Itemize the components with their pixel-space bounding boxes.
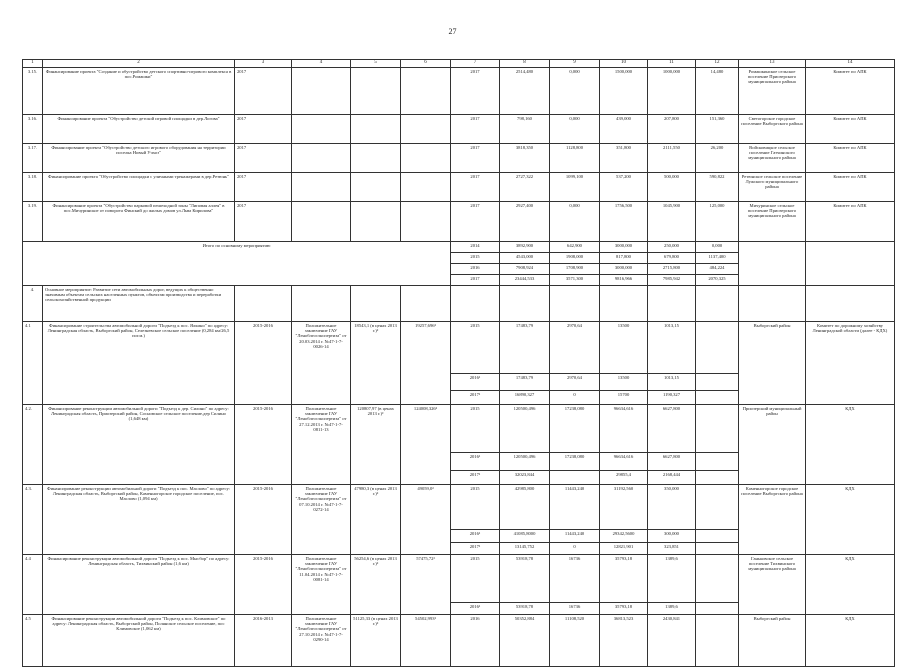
year: 2016 (451, 615, 500, 667)
empty-cell (451, 286, 500, 322)
federal-value: 11443,240 (550, 530, 600, 543)
executor: Каменногорское городское поселение Выборгского района (739, 485, 806, 555)
total-value: 2514,480 (500, 68, 550, 115)
project-row (23, 173, 895, 202)
local-value: 7985,942 (648, 275, 696, 286)
extra-value: 590,822 (696, 173, 739, 202)
regional-value: 31192,560 (600, 485, 648, 530)
empty-cell (235, 286, 292, 322)
extra-value (696, 405, 739, 453)
customer: Комитет по дорожному хозяйству Ленинградской области (далее - КДХ) (806, 322, 895, 405)
year: 2016 (451, 264, 500, 275)
executor: Светогорское городское поселение Выборгского района (739, 115, 806, 144)
row-number: 4.4 (23, 555, 43, 615)
federal-value: 17238,080 (550, 405, 600, 453)
extra-value (696, 374, 739, 391)
row-number: 3.18. (23, 173, 43, 202)
local-value: 1389,6 (648, 603, 696, 615)
local-value: 350,000 (648, 485, 696, 530)
period: 2017 (235, 144, 292, 173)
executor: Ромашкинское сельское поселение Приозерского муниципального района (739, 68, 806, 115)
regional-value: 1756,500 (600, 202, 648, 242)
executor: Ганьковское сельское поселение Тихвинского муниципального района (739, 555, 806, 615)
expertise-cell (292, 144, 351, 173)
column-header: 8 (500, 60, 550, 68)
local-value: 679,800 (648, 253, 696, 264)
row-number: 3.15. (23, 68, 43, 115)
project-row (23, 322, 895, 374)
empty-cell (401, 286, 451, 322)
federal-value: 1128,800 (550, 144, 600, 173)
local-value: 1013,15 (648, 374, 696, 391)
year: 2017¹ (451, 471, 500, 485)
federal-value: 642,900 (550, 242, 600, 253)
row-number: 3.16. (23, 115, 43, 144)
local-value: 2715,800 (648, 264, 696, 275)
regional-value: 36813,523 (600, 615, 648, 667)
column-header: 1 (23, 60, 43, 68)
section-number: 4. (23, 286, 43, 322)
year: 2015 (451, 322, 500, 374)
period: 2015-2016 (235, 322, 292, 405)
local-value: 1013,15 (648, 322, 696, 374)
executor: Войсковицкое сельское поселение Гатчинского муниципального района (739, 144, 806, 173)
total-value: 2927,400 (500, 202, 550, 242)
federal-value: 2970,64 (550, 374, 600, 391)
extra-value (696, 322, 739, 374)
project-row (23, 615, 895, 667)
federal-value: 1908,000 (550, 253, 600, 264)
federal-value (550, 471, 600, 485)
executor: Приозерский муниципальный район (739, 405, 806, 485)
section-title: Основное мероприятие: Развитие сети автомобильных дорог, ведущих к общественно значимым объектам сельских населенных пунктов, объектам производства и переработки сельскохозяйственной продукции (43, 286, 235, 322)
row-number: 3.17. (23, 144, 43, 173)
project-name: Финансирование проекта "Обустройство площадки с уличными тренажерами в дер.Ретюнь" (43, 173, 235, 202)
total-value: 17483,79 (500, 322, 550, 374)
period: 2015-2016 (235, 485, 292, 555)
extra-value: 484,224 (696, 264, 739, 275)
estimated-cost-current: 19257,696³ (401, 322, 451, 405)
expertise-cell (292, 202, 351, 242)
project-name: Финансирование проекта "Обустройство парковой пешеходной зоны "Липовая аллея" в пос.Мичуринское от поворота Финский до жилых домов ул.Льва Кирилова" (43, 202, 235, 242)
federal-value: 0 (550, 391, 600, 405)
extra-value: 2070,325 (696, 275, 739, 286)
local-value: 6627,800 (648, 405, 696, 453)
year: 2017 (451, 173, 500, 202)
extra-value (696, 485, 739, 530)
column-header: 4 (292, 60, 351, 68)
regional-value: 1500,000 (600, 68, 648, 115)
year: 2017 (451, 68, 500, 115)
project-row (23, 202, 895, 242)
regional-value: 13500 (600, 322, 648, 374)
expertise: Положительное заключение ГАУ "Леноблгосэкспертиза" от 11.04.2014 г. №47-1-7-0081-14 (292, 555, 351, 615)
federal-value: 2970,64 (550, 322, 600, 374)
project-name: Финансирование реконструкции автомобильной дороги "Подъезд к пос. Мысбор" по адресу: Ленинградская область, Тихвинский район (1,6 км) (43, 555, 235, 615)
regional-value: 29855,4 (600, 471, 648, 485)
year: 2016¹ (451, 374, 500, 391)
column-header: 14 (806, 60, 895, 68)
expertise-cell (292, 68, 351, 115)
estimated-cost: 56254,6 (в ценах 2013 г.)³ (351, 555, 401, 615)
executor: Ретюнское сельское поселение Лужского муниципального района (739, 173, 806, 202)
executor: Выборгский район (739, 615, 806, 667)
total-value: 2727,322 (500, 173, 550, 202)
federal-value: 0,000 (550, 68, 600, 115)
regional-value: 3000,000 (600, 242, 648, 253)
row-number: 4.3. (23, 485, 43, 555)
year: 2015 (451, 485, 500, 530)
extra-value: 14,480 (696, 68, 739, 115)
total-value: 4543,000 (500, 253, 550, 264)
regional-value: 537,200 (600, 173, 648, 202)
project-name: Финансирование реконструкции автомобильной дороги "Подъезд к дер. Силино" по адресу: Ленинградская область, Приозерский район, Сосновское сельское поселение,дер Силино (1,648 км) (43, 405, 235, 485)
total-value: 3818,350 (500, 144, 550, 173)
customer: КДХ (806, 405, 895, 485)
cost-cell (351, 173, 401, 202)
estimated-cost-current: 54502,993³ (401, 615, 451, 667)
executor: Выборгский район (739, 322, 806, 405)
total-value: 53918,78 (500, 555, 550, 603)
project-row (23, 144, 895, 173)
regional-value: 35793,18 (600, 555, 648, 603)
regional-value: 96634,616 (600, 453, 648, 471)
expertise: Положительное заключение ГАУ "Леноблгосэкспертиза" от 27.10.2014 г. №47-1-7-0290-14 (292, 615, 351, 667)
local-value: 2168,444 (648, 471, 696, 485)
project-name: Финансирование проекта "Обустройство детской игровой площадки в дер.Логова" (43, 115, 235, 144)
total-row (23, 242, 895, 253)
federal-value: 11443,240 (550, 485, 600, 530)
customer: КДХ (806, 485, 895, 555)
regional-value: 3000,000 (600, 264, 648, 275)
customer: Комитет по АПК (806, 173, 895, 202)
year: 2016¹ (451, 603, 500, 615)
cost2-cell (401, 173, 451, 202)
cost-cell (351, 202, 401, 242)
year: 2017 (451, 144, 500, 173)
extra-value: 151,360 (696, 115, 739, 144)
year: 2016¹ (451, 530, 500, 543)
empty-cell (696, 286, 739, 322)
local-value: 1190,327 (648, 391, 696, 405)
cost2-cell (401, 144, 451, 173)
extra-value (696, 555, 739, 603)
customer: Комитет по АПК (806, 68, 895, 115)
regional-value: 12821,901 (600, 543, 648, 555)
total-value: 7908,924 (500, 264, 550, 275)
estimated-cost: 120807,97 (в ценах 2013 г.)³ (351, 405, 401, 485)
column-header: 10 (600, 60, 648, 68)
period: 2015-2016 (235, 555, 292, 615)
column-header: 13 (739, 60, 806, 68)
regional-value: 439,000 (600, 115, 648, 144)
regional-value: 29342,5600 (600, 530, 648, 543)
total-value: 17483,79 (500, 374, 550, 391)
total-value: 13145,752 (500, 543, 550, 555)
expertise: Положительное заключение ГАУ "Леноблгосэкспертиза" от 07.10.2014 г. №47-1-7-0272-14 (292, 485, 351, 555)
cost-cell (351, 115, 401, 144)
period: 2015-2016 (235, 405, 292, 485)
extra-value: 0,000 (696, 242, 739, 253)
federal-value: 1708,900 (550, 264, 600, 275)
estimated-cost-current: 124008,326³ (401, 405, 451, 485)
period: 2017 (235, 202, 292, 242)
local-value: 323,851 (648, 543, 696, 555)
total-value: 120500,496 (500, 453, 550, 471)
column-header: 3 (235, 60, 292, 68)
total-value: 16890,327 (500, 391, 550, 405)
year: 2017 (451, 115, 500, 144)
total-value: 798,160 (500, 115, 550, 144)
extra-value (696, 603, 739, 615)
project-row (23, 555, 895, 603)
extra-value (696, 543, 739, 555)
local-value: 250,000 (648, 242, 696, 253)
customer: Комитет по АПК (806, 144, 895, 173)
column-header: 9 (550, 60, 600, 68)
row-number: 4.5 (23, 615, 43, 667)
regional-value: 15700 (600, 391, 648, 405)
regional-value: 13500 (600, 374, 648, 391)
row-number: 3.19. (23, 202, 43, 242)
local-value: 2430,841 (648, 615, 696, 667)
program-table (22, 59, 895, 667)
customer: Комитет по АПК (806, 115, 895, 144)
total-value: 32023,844 (500, 471, 550, 485)
customer: Комитет по АПК (806, 202, 895, 242)
project-name: Финансирование проекта "Обустройство детского игрового оборудования на территории поселка Новый Учхоз" (43, 144, 235, 173)
local-value: 300,000 (648, 530, 696, 543)
local-value: 1045,900 (648, 202, 696, 242)
project-name: Финансирование строительства автомобильной дороги "Подъезд к пос. Ялкино" по адресу: Ленинградская область, Выборгский район, Селезневское сельское поселение (0,284 км/26,5 пог.м.) (43, 322, 235, 405)
year: 2017 (451, 275, 500, 286)
cost-cell (351, 144, 401, 173)
column-header: 6 (401, 60, 451, 68)
cost2-cell (401, 202, 451, 242)
cost2-cell (401, 68, 451, 115)
year: 2017 (451, 202, 500, 242)
federal-value: 0 (550, 543, 600, 555)
federal-value: 16736 (550, 555, 600, 603)
total-value: 3892,900 (500, 242, 550, 253)
extra-value: 1137,400 (696, 253, 739, 264)
regional-value: 9816,966 (600, 275, 648, 286)
column-header: 5 (351, 60, 401, 68)
extra-value (696, 530, 739, 543)
extra-value (696, 391, 739, 405)
empty-cell (600, 286, 648, 322)
extra-value (696, 471, 739, 485)
cost2-cell (401, 115, 451, 144)
executor: Мичуринское сельское поселение Приозерского муниципального района (739, 202, 806, 242)
total-label: Итого по основному мероприятию (23, 242, 451, 286)
project-row (23, 485, 895, 530)
year: 2014 (451, 242, 500, 253)
expertise: Положительное заключение ГАУ "Леноблгосэкспертиза" от 27.12.2013 г. №47-1-7-0811-13 (292, 405, 351, 485)
column-header: 7 (451, 60, 500, 68)
total-value: 23444,533 (500, 275, 550, 286)
total-value: 53918,78 (500, 603, 550, 615)
project-name: Финансирование реконструкции автомобильной дороги "Подъезд к пос. Климовское" по адресу: Ленинградская область, Выборгский район, Полянское сельское поселение, пос Климовское (1,062 км) (43, 615, 235, 667)
federal-value: 17238,080 (550, 453, 600, 471)
year: 2017¹ (451, 543, 500, 555)
empty-cell (739, 286, 806, 322)
estimated-cost: 51125,33 (в ценах 2013 г.)³ (351, 615, 401, 667)
expertise: Положительное заключение ГАУ "Леноблгосэкспертиза" от 20.03.2014 г. №47-1-7-0026-14 (292, 322, 351, 405)
local-value: 2111,550 (648, 144, 696, 173)
federal-value: 0,000 (550, 115, 600, 144)
regional-value: 35793,18 (600, 603, 648, 615)
customer: КДХ (806, 555, 895, 615)
local-value: 6627,800 (648, 453, 696, 471)
period: 2016-2013 (235, 615, 292, 667)
project-name: Финансирование реконструкции автомобильной дороги "Подъезд к пос. Маслово" по адресу: Ленинградская область, Выборгский район, Каменногорское городское поселение, пос. Маслово (1,094 км) (43, 485, 235, 555)
project-name: Финансирование проекта "Создание и обустройство детского спортивно-игрового комплекса в пос.Ромашки" (43, 68, 235, 115)
local-value: 1389,6 (648, 555, 696, 603)
total-value: 50352,884 (500, 615, 550, 667)
column-header: 2 (43, 60, 235, 68)
extra-value (696, 615, 739, 667)
estimated-cost-current: 49059,0³ (401, 485, 451, 555)
extra-value: 26,200 (696, 144, 739, 173)
total-value: 41085,8000 (500, 530, 550, 543)
local-value: 207,800 (648, 115, 696, 144)
empty-cell (351, 286, 401, 322)
federal-value: 11108,520 (550, 615, 600, 667)
year: 2016¹ (451, 453, 500, 471)
empty-cell (500, 286, 550, 322)
extra-value: 125,000 (696, 202, 739, 242)
expertise-cell (292, 115, 351, 144)
estimated-cost-current: 57475,72³ (401, 555, 451, 615)
period: 2017 (235, 173, 292, 202)
customer: КДХ (806, 615, 895, 667)
empty-cell (550, 286, 600, 322)
year: 2015 (451, 405, 500, 453)
estimated-cost: 47980,3 (в ценах 2013 г.)³ (351, 485, 401, 555)
row-number: 4.1 (23, 322, 43, 405)
column-header: 11 (648, 60, 696, 68)
cost-cell (351, 68, 401, 115)
empty-cell (739, 242, 806, 286)
period: 2017 (235, 115, 292, 144)
project-row (23, 405, 895, 453)
header-row (23, 60, 895, 68)
year: 2015 (451, 253, 500, 264)
page-number: 27 (448, 27, 457, 36)
section-row (23, 286, 895, 322)
empty-cell (648, 286, 696, 322)
year: 2017¹ (451, 391, 500, 405)
federal-value: 0,000 (550, 202, 600, 242)
estimated-cost: 18543,1 (в ценах 2013 г.)³ (351, 322, 401, 405)
row-number: 4.2. (23, 405, 43, 485)
column-header: 12 (696, 60, 739, 68)
federal-value: 3571,300 (550, 275, 600, 286)
extra-value (696, 453, 739, 471)
regional-value: 351,800 (600, 144, 648, 173)
federal-value: 16736 (550, 603, 600, 615)
federal-value: 1099,100 (550, 173, 600, 202)
period: 2017 (235, 68, 292, 115)
expertise-cell (292, 173, 351, 202)
regional-value: 817,800 (600, 253, 648, 264)
regional-value: 96634,616 (600, 405, 648, 453)
local-value: 500,000 (648, 173, 696, 202)
empty-cell (806, 242, 895, 286)
total-value: 120500,496 (500, 405, 550, 453)
total-value: 42985,800 (500, 485, 550, 530)
empty-cell (806, 286, 895, 322)
project-row (23, 115, 895, 144)
year: 2015 (451, 555, 500, 603)
project-row (23, 68, 895, 115)
local-value: 1000,000 (648, 68, 696, 115)
empty-cell (292, 286, 351, 322)
